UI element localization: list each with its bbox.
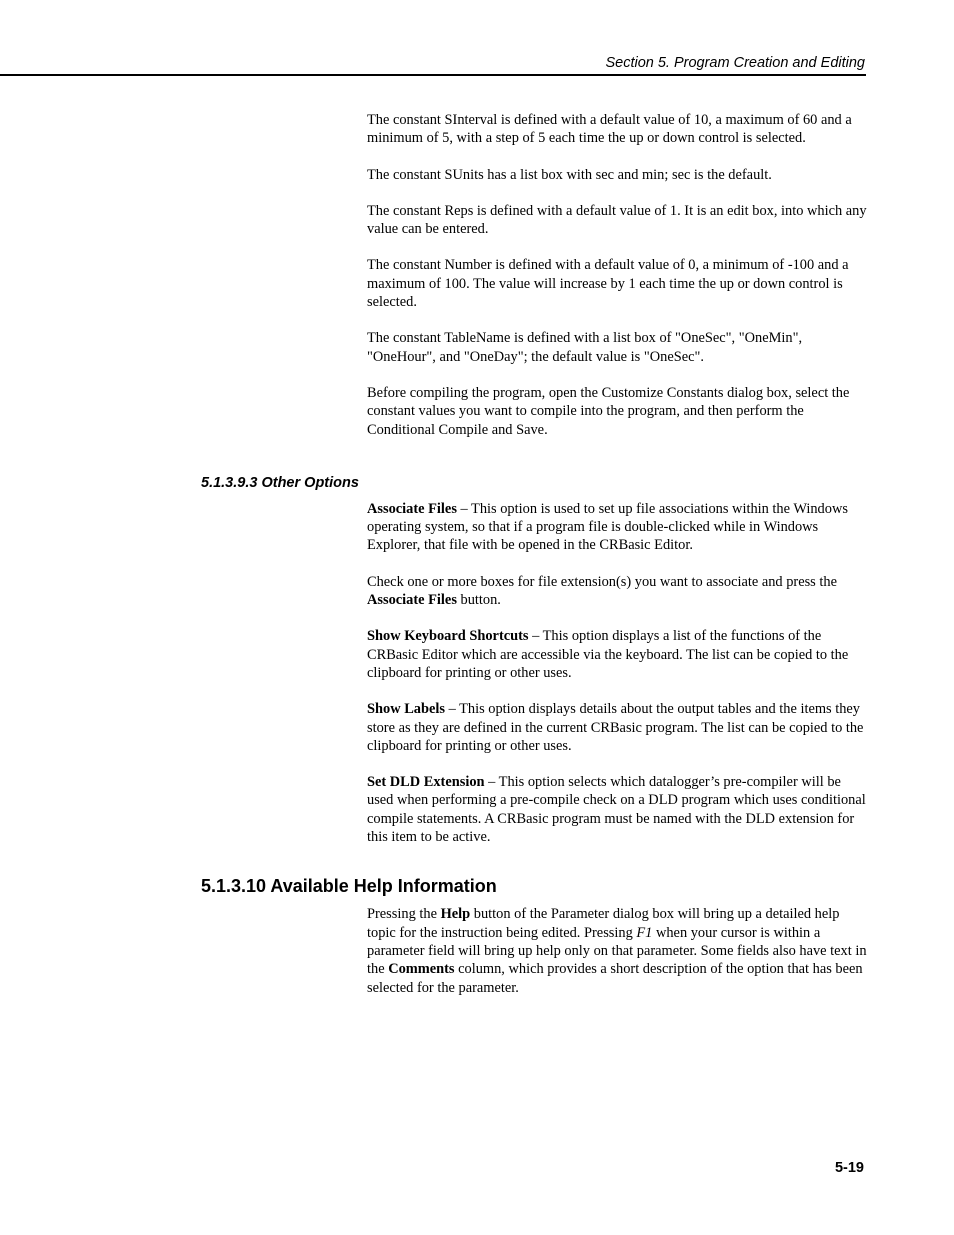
text-help-part2: button of the Parameter dialog box will bring up a detailed help topic for the instruction being edited. Pressing [367, 906, 840, 941]
heading-available-help-information: 5.1.3.10 Available Help Information [201, 876, 497, 897]
text-help-part3: when your cursor is within a parameter field will bring up help only on that parameter. Some fields also have text in the [367, 924, 867, 978]
term-associate-files-button: Associate Files [367, 592, 457, 609]
paragraph-check-boxes [367, 573, 867, 610]
term-show-labels: Show Labels [367, 701, 445, 718]
paragraph-show-keyboard-shortcuts [367, 627, 867, 682]
running-header: Section 5. Program Creation and Editing [605, 55, 865, 71]
heading-other-options: 5.1.3.9.3 Other Options [201, 474, 359, 491]
term-comments: Comments [388, 961, 455, 978]
text-check-boxes-pre: Check one or more boxes for file extension(s) you want to associate and press the [367, 573, 837, 590]
term-associate-files: Associate Files [367, 500, 457, 517]
paragraph-sunits: The constant SUnits has a list box with sec and min; sec is the default. [367, 166, 772, 183]
text-help-part4: column, which provides a short description of the option that has been selected for the parameter. [367, 961, 863, 996]
text-set-dld-extension: – This option selects which datalogger’s pre-compiler will be used when performing a pre-compile check on a DLD program which uses conditional compile statements. A CRBasic program must be named with the DLD extension for this item to be active. [367, 774, 866, 846]
paragraph-number: The constant Number is defined with a default value of 0, a minimum of -100 and a maximum of 100. The value will increase by 1 each time the up or down control is selected. [367, 257, 849, 311]
page-number: 5-19 [834, 1160, 864, 1176]
paragraph-set-dld-extension [367, 773, 867, 846]
text-show-keyboard-shortcuts: – This option displays a list of the functions of the CRBasic Editor which are accessible via the keyboard. The list can be copied to the clipboard for printing or other uses. [367, 628, 849, 681]
paragraph-sinterval: The constant SInterval is defined with a default value of 10, a maximum of 60 and a minimum of 5, with a step of 5 each time the up or down control is selected. [367, 112, 852, 147]
paragraph-tablename: The constant TableName is defined with a list box of "OneSec", "OneMin", "OneHour", and "OneDay"; the default value is "OneSec". [367, 330, 803, 365]
paragraph-help-info [367, 905, 867, 996]
header-rule [0, 74, 866, 76]
paragraph-show-labels [367, 700, 867, 755]
term-help: Help [440, 906, 471, 923]
paragraph-before-compiling: Before compiling the program, open the Customize Constants dialog box, select the constant values you want to compile into the program, and then perform the Conditional Compile and Save. [367, 384, 850, 438]
text-help-part1: Pressing the [367, 906, 441, 923]
text-associate-files: – This option is used to set up file associations within the Windows operating system, so that if a program file is double-clicked while in Windows Explorer, that file with be opened in the CRBasic Editor. [367, 500, 848, 554]
text-show-labels: – This option displays details about the output tables and the items they store as they are defined in the current CRBasic program. The list can be copied to the clipboard for printing or other uses. [367, 701, 864, 754]
paragraph-associate-files [367, 500, 867, 555]
page-content [0, 111, 954, 1015]
term-f1: F1 [636, 924, 653, 941]
paragraph-reps: The constant Reps is defined with a default value of 1. It is an edit box, into which any value can be entered. [367, 202, 867, 238]
term-show-keyboard-shortcuts: Show Keyboard Shortcuts [367, 628, 529, 645]
text-check-boxes-post: button. [456, 592, 501, 609]
term-set-dld-extension: Set DLD Extension [367, 774, 485, 791]
